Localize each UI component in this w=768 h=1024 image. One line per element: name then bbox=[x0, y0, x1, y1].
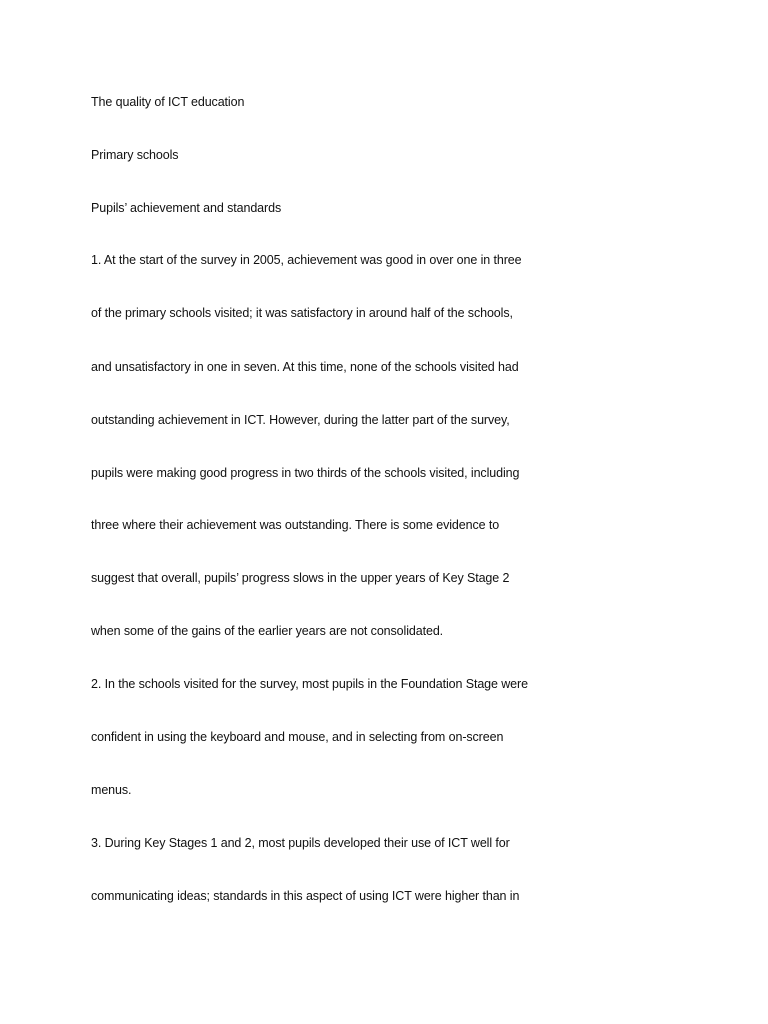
paragraph-1-line-6: three where their achievement was outstanding. There is some evidence to bbox=[91, 518, 500, 532]
paragraph-1-line-5: pupils were making good progress in two thirds of the schools visited, including bbox=[91, 466, 520, 480]
paragraph-2-line-3: menus. bbox=[91, 783, 132, 797]
document-title: The quality of ICT education bbox=[91, 95, 245, 109]
paragraph-1-line-8: when some of the gains of the earlier years are not consolidated. bbox=[91, 624, 444, 638]
paragraph-1-line-3: and unsatisfactory in one in seven. At this time, none of the schools visited had bbox=[91, 360, 519, 374]
paragraph-3-line-2: communicating ideas; standards in this aspect of using ICT were higher than in bbox=[91, 889, 520, 903]
paragraph-1-line-2: of the primary schools visited; it was satisfactory in around half of the schools, bbox=[91, 306, 513, 320]
paragraph-2-line-1: 2. In the schools visited for the survey, most pupils in the Foundation Stage were bbox=[91, 677, 528, 691]
paragraph-1-line-1: 1. At the start of the survey in 2005, achievement was good in over one in three bbox=[91, 253, 522, 267]
paragraph-1-line-4: outstanding achievement in ICT. However, during the latter part of the survey, bbox=[91, 413, 510, 427]
subsection-heading: Pupils’ achievement and standards bbox=[91, 201, 282, 215]
paragraph-1-line-7: suggest that overall, pupils’ progress slows in the upper years of Key Stage 2 bbox=[91, 571, 510, 585]
paragraph-3-line-1: 3. During Key Stages 1 and 2, most pupils developed their use of ICT well for bbox=[91, 836, 510, 850]
section-heading: Primary schools bbox=[91, 148, 179, 162]
paragraph-2-line-2: confident in using the keyboard and mouse, and in selecting from on-screen bbox=[91, 730, 504, 744]
